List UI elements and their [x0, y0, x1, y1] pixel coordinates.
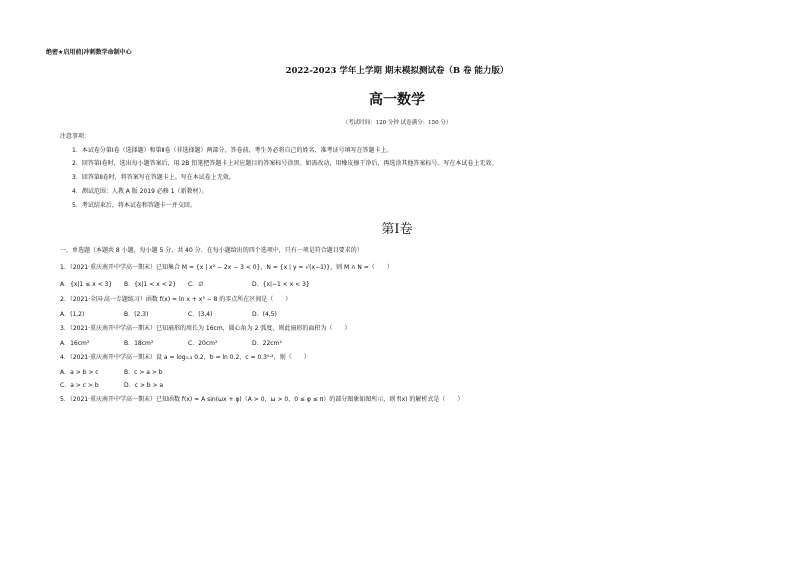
- section-header: 一、单选题（本题共 8 小题，每小题 5 分，共 40 分．在每小题给出的四个选项中，只有一项是符合题目要求的）: [60, 247, 363, 254]
- note-item: 2．回答第Ⅰ卷时，选出每小题答案后，用 2B 铅笔把答题卡上对应题目的答案标号涂黑。如需改动，用橡皮擦干净后，再选涂其他答案标号。写在本试卷上无效。: [72, 160, 498, 167]
- secret-label: 绝密★启用前|冲刺数学命制中心: [46, 49, 132, 56]
- question-1-option-b: B．{x|1 < x < 2}: [124, 281, 177, 288]
- question-1-option-d: D．{x|−1 < x < 3}: [252, 281, 310, 288]
- part-title: 第Ⅰ卷: [381, 222, 413, 237]
- question-2-stem: 2．（2021·全国·高一专题练习）函数 f(x) = ln x + x³ − 8 的零点所在区间是（ ）: [60, 296, 292, 303]
- question-2-option-d: D．(4,5): [252, 311, 277, 318]
- exam-info: （考试时间：120 分钟 试卷满分：150 分）: [342, 120, 452, 126]
- exam-title: 2022-2023 学年上学期 期末模拟测试卷（B 卷 能力版）: [285, 66, 509, 76]
- question-3-option-c: C．20cm²: [188, 340, 218, 347]
- question-3-option-a: A．16cm²: [60, 340, 90, 347]
- subject-title: 高一数学: [369, 92, 425, 108]
- question-4-stem: 4．（2021·重庆南开中学高一期末）设 a = log₀.₃ 0.2，b = ln 0.2，c = 0.3⁰·²，则（ ）: [60, 354, 310, 361]
- question-4-option-d: D．c > b > a: [124, 382, 164, 389]
- question-2-option-c: C．(3,4): [188, 311, 213, 318]
- question-1-option-a: A．{x|1 ≤ x < 3}: [60, 281, 113, 288]
- question-4-option-a: A．a > b > c: [60, 369, 99, 376]
- note-item: 5．考试结束后，将本试卷和答题卡一并交回。: [72, 202, 196, 209]
- question-2-option-a: A．(1,2): [60, 311, 85, 318]
- question-2-option-b: B．(2,3): [124, 311, 149, 318]
- question-3-stem: 3．（2021·重庆南开中学高一期末）已知扇形的周长为 16cm，圆心角为 2 弧度，则此扇形的面积为（ ）: [60, 325, 351, 332]
- note-item: 3．回答第Ⅱ卷时，将答案写在答题卡上。写在本试卷上无效。: [72, 174, 235, 181]
- question-5-stem: 5．（2021·重庆南开中学高一期末）已知函数 f(x) = A sin(ωx + φ)（A > 0，ω > 0，0 ≤ φ ≤ π）的部分图象如图所示，则 f(x) 的解析式是（ ）: [60, 396, 464, 403]
- notes-heading: 注意事项：: [60, 133, 91, 140]
- question-4-option-b: B．c > a > b: [124, 369, 163, 376]
- note-item: 4．测试范围：人教 A 版 2019 必修 1（新教材）。: [72, 188, 208, 195]
- note-item: 1．本试卷分第Ⅰ卷（选择题）和第Ⅱ卷（非选择题）两部分。答卷前，考生务必将自己的姓名、准考证号填写在答题卡上。: [72, 147, 393, 154]
- question-1-stem: 1．（2021·重庆南开中学高一期末）已知集合 M = {x | x² − 2x − 3 < 0}，N = {x | y = √(x−1)}，则 M ∩ N =（ ）: [60, 264, 393, 271]
- question-3-option-d: D．22cm²: [252, 340, 282, 347]
- question-1-option-c: C．∅: [188, 281, 204, 288]
- question-4-option-c: C．a > c > b: [60, 382, 99, 389]
- question-3-option-b: B．18cm²: [124, 340, 154, 347]
